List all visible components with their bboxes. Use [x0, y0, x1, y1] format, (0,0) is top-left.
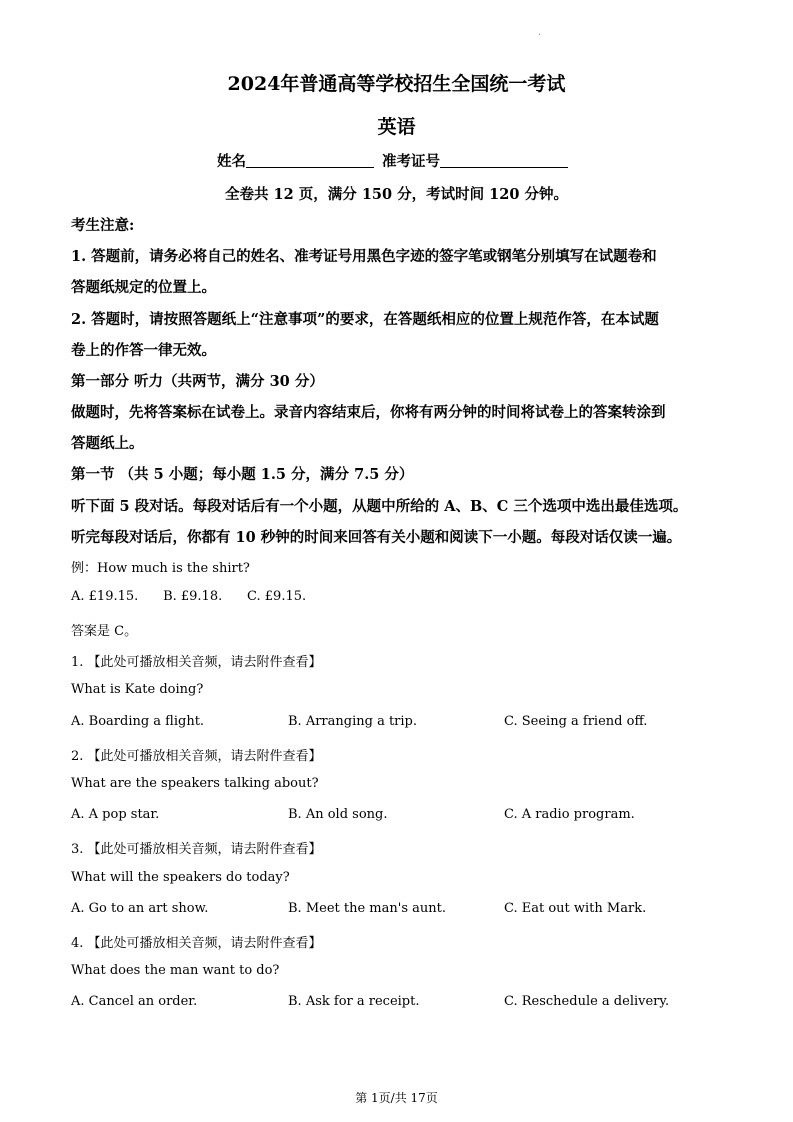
q3-option-b: B. Meet the man's aunt. [288, 901, 446, 916]
notice-item2-line1: 2. 答题时，请按照答题纸上“注意事项”的要求，在答题纸相应的位置上规范作答，在本试题 [71, 311, 659, 328]
q4-question: What does the man want to do? [71, 963, 280, 978]
q3-audio-link[interactable]: 3. 【此处可播放相关音频，请去附件查看】 [71, 842, 322, 857]
part1-instruction-line2: 答题纸上。 [71, 435, 144, 452]
page-dot: . [538, 28, 541, 38]
notice-item2-line2: 卷上的作答一律无效。 [71, 342, 216, 359]
q4-option-c: C. Reschedule a delivery. [504, 994, 670, 1009]
q1-option-b: B. Arranging a trip. [288, 714, 417, 729]
candidate-info-line [217, 150, 576, 171]
example-answer: 答案是 C。 [71, 624, 138, 639]
example-question: 例：How much is the shirt? [71, 561, 250, 576]
q2-question: What are the speakers talking about? [71, 776, 319, 791]
q3-question: What will the speakers do today? [71, 870, 290, 885]
section1-instruction-line2: 听完每段对话后，你都有 10 秒钟的时间来回答有关小题和阅读下一小题。每段对话仅读一遍。 [71, 529, 682, 546]
part1-instruction-line1: 做题时，先将答案标在试卷上。录音内容结束后，你将有两分钟的时间将试卷上的答案转涂到 [71, 404, 666, 421]
notice-item1-line2: 答题纸规定的位置上。 [71, 279, 216, 296]
q4-audio-link[interactable]: 4. 【此处可播放相关音频，请去附件查看】 [71, 936, 322, 951]
name-blank [246, 153, 374, 168]
q2-audio-link[interactable]: 2. 【此处可播放相关音频，请去附件查看】 [71, 749, 322, 764]
q1-audio-link[interactable]: 1. 【此处可播放相关音频，请去附件查看】 [71, 655, 322, 670]
page-footer: 第 1页/共 17页 [355, 1091, 438, 1105]
notice-heading: 考生注意: [71, 217, 135, 234]
notice-item1-line1: 1. 答题前，请务必将自己的姓名、准考证号用黑色字迹的签字笔或钢笔分别填写在试题卷和 [71, 248, 657, 265]
id-label: 准考证号 [382, 153, 440, 170]
q1-option-a: A. Boarding a flight. [71, 714, 205, 729]
example-options: A. £19.15. B. £9.18. C. £9.15. [71, 589, 307, 604]
q2-option-c: C. A radio program. [504, 807, 635, 822]
section1-heading: 第一节 （共 5 小题；每小题 1.5 分，满分 7.5 分） [71, 466, 414, 483]
q4-option-b: B. Ask for a receipt. [288, 994, 420, 1009]
q3-option-a: A. Go to an art show. [71, 901, 209, 916]
q2-option-b: B. An old song. [288, 807, 388, 822]
section1-instruction-line1: 听下面 5 段对话。每段对话后有一个小题，从题中所给的 A、B、C 三个选项中选出最佳选项。 [71, 498, 688, 515]
id-blank [440, 153, 568, 168]
q3-option-c: C. Eat out with Mark. [504, 901, 647, 916]
q1-question: What is Kate doing? [71, 682, 204, 697]
part1-heading: 第一部分 听力（共两节，满分 30 分） [71, 373, 324, 390]
exam-info: 全卷共 12 页，满分 150 分，考试时间 120 分钟。 [225, 186, 568, 203]
exam-title: 2024年普通高等学校招生全国统一考试 [227, 73, 566, 95]
name-label: 姓名 [217, 153, 246, 170]
q2-option-a: A. A pop star. [71, 807, 160, 822]
subject-title: 英语 [377, 116, 416, 138]
q1-option-c: C. Seeing a friend off. [504, 714, 648, 729]
q4-option-a: A. Cancel an order. [71, 994, 198, 1009]
